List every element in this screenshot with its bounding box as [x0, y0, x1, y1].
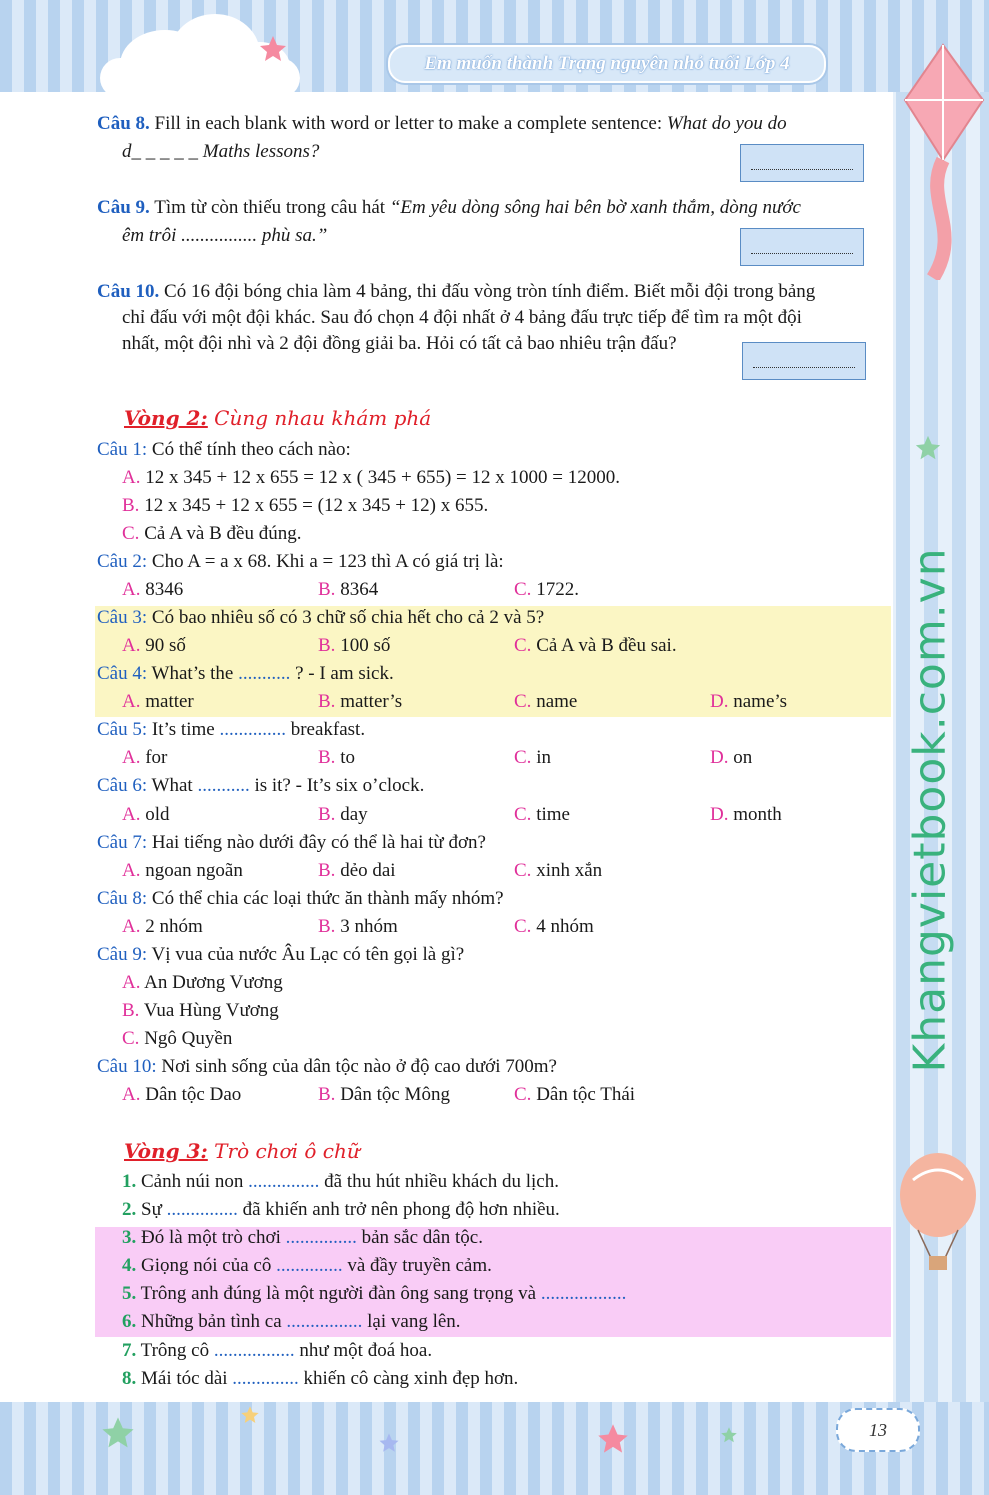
answer-box[interactable] [740, 144, 864, 182]
option-b: B. 8364 [318, 579, 379, 600]
r3-item-4: 4. Giọng nói của cô .............. và đầy truyền cảm. [122, 1255, 492, 1276]
answer-box[interactable] [740, 228, 864, 266]
option-c: C. 4 nhóm [514, 916, 594, 937]
r2-q6-options [122, 803, 882, 827]
star-icon [596, 1422, 630, 1456]
star-icon [258, 34, 288, 64]
option-b: B. to [318, 747, 355, 768]
r2-question-4: Câu 4: What’s the ........... ? - I am sick. [97, 663, 394, 684]
option-a: A. 8346 [122, 579, 184, 600]
option-b: B. Dân tộc Mông [318, 1084, 450, 1105]
r2-question-1: Câu 1: Có thể tính theo cách nào: [97, 439, 351, 460]
r2-question-7: Câu 7: Hai tiếng nào dưới đây có thể là hai từ đơn? [97, 832, 486, 853]
option-a: A. for [122, 747, 168, 768]
r2-question-9: Câu 9: Vị vua của nước Âu Lạc có tên gọi là gì? [97, 944, 465, 965]
option-b: B. matter’s [318, 691, 403, 712]
option-c: C. time [514, 804, 570, 825]
r2-q5-options [122, 746, 882, 770]
option-d: D. on [710, 747, 753, 768]
header-title: Em muốn thành Trạng nguyên nhỏ tuổi Lớp 4 [388, 45, 826, 83]
option-a: A. 2 nhóm [122, 916, 203, 937]
option-a: A. Dân tộc Dao [122, 1084, 242, 1105]
option-d: D. name’s [710, 691, 788, 712]
r2-q2-options [122, 578, 882, 602]
question-9-line2: êm trôi ................ phù sa.” [122, 225, 328, 246]
r3-item-5: 5. Trông anh đúng là một người đàn ông sang trọng và .................. [122, 1283, 627, 1304]
question-10-line2: chỉ đấu với một đội khác. Sau đó chọn 4 đội nhất ở 4 bảng đấu trực tiếp để tìm ra một đội [122, 307, 802, 328]
star-icon [378, 1432, 400, 1454]
r2-question-5: Câu 5: It’s time .............. breakfast. [97, 719, 366, 740]
option-b: B. 3 nhóm [318, 916, 398, 937]
r2-question-2: Câu 2: Cho A = a x 68. Khi a = 123 thì A có giá trị là: [97, 551, 504, 572]
r2-q9-option-a: A. An Dương Vương [122, 972, 283, 993]
option-b: B. 100 số [318, 635, 391, 656]
option-a: A. 90 số [122, 635, 186, 656]
star-icon [914, 434, 942, 462]
watermark-text: Khangvietbook.com.vn [904, 547, 956, 1073]
option-a: A. old [122, 804, 170, 825]
option-a: A. matter [122, 691, 194, 712]
r3-item-1: 1. Cảnh núi non ............... đã thu hút nhiều khách du lịch. [122, 1171, 559, 1192]
round2-title: Vòng 2: Cùng nhau khám phá [124, 406, 432, 430]
option-b: B. day [318, 804, 368, 825]
balloon-icon [893, 1150, 983, 1280]
option-c: C. Cả A và B đều sai. [514, 635, 677, 656]
r2-q1-option-a: A. 12 x 345 + 12 x 655 = 12 x ( 345 + 655) = 12 x 1000 = 12000. [122, 467, 620, 488]
r3-item-7: 7. Trông cô ................. như một đoá hoa. [122, 1340, 433, 1361]
star-icon [100, 1415, 136, 1451]
r2-q10-options [122, 1083, 882, 1107]
question-8: Câu 8. Fill in each blank with word or letter to make a complete sentence: What do you do [97, 113, 787, 134]
option-c: C. name [514, 691, 578, 712]
r3-item-3: 3. Đó là một trò chơi ............... bản sắc dân tộc. [122, 1227, 483, 1248]
question-8-line2: d_ _ _ _ _ Maths lessons? [122, 141, 320, 162]
r2-q9-option-b: B. Vua Hùng Vương [122, 1000, 279, 1021]
option-d: D. month [710, 804, 782, 825]
option-a: A. ngoan ngoãn [122, 860, 243, 881]
kite-icon [893, 40, 989, 280]
r2-question-6: Câu 6: What ........... is it? - It’s six o’clock. [97, 775, 425, 796]
answer-box[interactable] [742, 342, 866, 380]
page-number: 13 [836, 1408, 920, 1452]
r3-item-6: 6. Những bản tình ca ................ lại vang lên. [122, 1311, 461, 1332]
r2-question-10: Câu 10: Nơi sinh sống của dân tộc nào ở độ cao dưới 700m? [97, 1056, 557, 1077]
option-c: C. 1722. [514, 579, 579, 600]
question-10: Câu 10. Có 16 đội bóng chia làm 4 bảng, thi đấu vòng tròn tính điểm. Biết mỗi đội trong bảng [97, 281, 816, 302]
option-c: C. Dân tộc Thái [514, 1084, 636, 1105]
star-icon [240, 1405, 260, 1425]
r2-q1-option-b: B. 12 x 345 + 12 x 655 = (12 x 345 + 12) x 655. [122, 495, 489, 516]
option-c: C. xinh xắn [514, 860, 603, 881]
question-9: Câu 9. Tìm từ còn thiếu trong câu hát “Em yêu dòng sông hai bên bờ xanh thắm, dòng nước [97, 197, 801, 218]
r3-item-8: 8. Mái tóc dài .............. khiến cô càng xinh đẹp hơn. [122, 1368, 519, 1389]
r3-item-2: 2. Sự ............... đã khiến anh trở nên phong độ hơn nhiều. [122, 1199, 560, 1220]
option-b: B. dẻo dai [318, 860, 396, 881]
r2-question-3: Câu 3: Có bao nhiêu số có 3 chữ số chia hết cho cả 2 và 5? [97, 607, 545, 628]
star-icon [720, 1426, 738, 1444]
option-c: C. in [514, 747, 551, 768]
r2-q7-options [122, 859, 882, 883]
r2-question-8: Câu 8: Có thể chia các loại thức ăn thành mấy nhóm? [97, 888, 504, 909]
r2-q8-options [122, 915, 882, 939]
r2-q4-options [122, 690, 882, 714]
r2-q3-options [122, 634, 882, 658]
round3-title: Vòng 3: Trò chơi ô chữ [124, 1139, 360, 1163]
r2-q1-option-c: C. Cả A và B đều đúng. [122, 523, 302, 544]
question-10-line3: nhất, một đội nhì và 2 đội đồng giải ba. Hỏi có tất cả bao nhiêu trận đấu? [122, 333, 677, 354]
r2-q9-option-c: C. Ngô Quyền [122, 1028, 233, 1049]
